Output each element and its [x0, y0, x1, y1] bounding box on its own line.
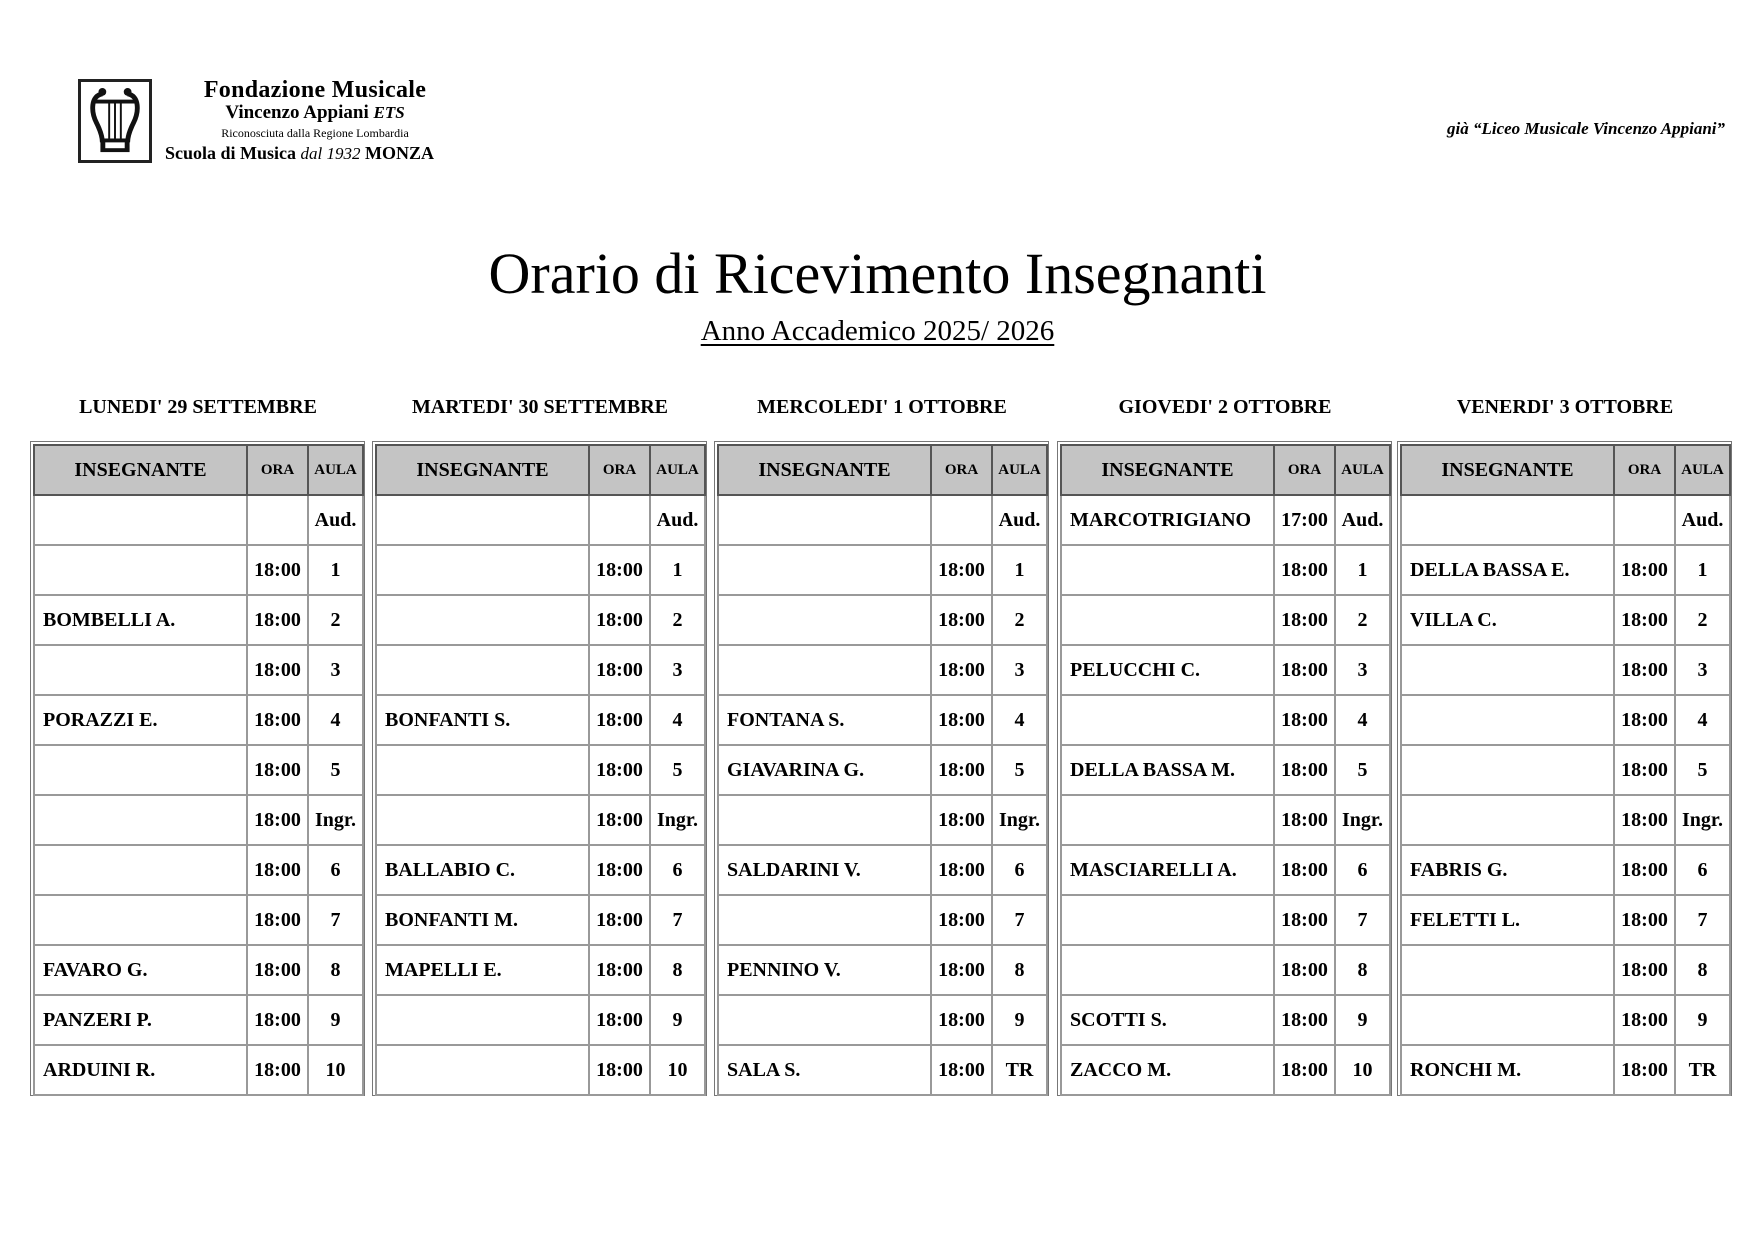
time-cell — [589, 495, 650, 545]
time-cell: 18:00 — [1274, 695, 1335, 745]
time-cell: 18:00 — [931, 1045, 992, 1095]
teacher-cell — [376, 745, 589, 795]
schedule-table — [33, 444, 364, 1096]
time-cell: 18:00 — [589, 645, 650, 695]
table-row — [34, 945, 363, 995]
teacher-cell — [34, 745, 247, 795]
room-cell: Ingr. — [308, 795, 363, 845]
school-city: MONZA — [365, 143, 435, 163]
table-row — [34, 995, 363, 1045]
teacher-cell: RONCHI M. — [1401, 1045, 1614, 1095]
time-cell: 18:00 — [247, 795, 308, 845]
room-cell: 4 — [1675, 695, 1730, 745]
table-row — [718, 795, 1047, 845]
table-row — [718, 645, 1047, 695]
teacher-cell — [1401, 745, 1614, 795]
school-since: dal 1932 — [300, 144, 361, 163]
time-column-header: ORA — [1614, 445, 1675, 495]
teacher-cell: PELUCCHI C. — [1061, 645, 1274, 695]
time-cell: 18:00 — [1614, 845, 1675, 895]
teacher-cell: VILLA C. — [1401, 595, 1614, 645]
day-schedule-table — [714, 441, 1049, 1096]
table-row — [1401, 595, 1730, 645]
table-row — [718, 845, 1047, 895]
time-cell: 18:00 — [589, 845, 650, 895]
table-row — [718, 495, 1047, 545]
time-cell: 18:00 — [247, 645, 308, 695]
room-cell: 5 — [1335, 745, 1390, 795]
teacher-cell — [1061, 695, 1274, 745]
teacher-cell: PORAZZI E. — [34, 695, 247, 745]
table-row — [34, 645, 363, 695]
teacher-cell — [34, 545, 247, 595]
time-cell: 18:00 — [1614, 645, 1675, 695]
academic-year: Anno Accademico 2025/ 2026 — [700, 315, 1055, 347]
time-cell: 18:00 — [931, 595, 992, 645]
time-cell: 18:00 — [589, 995, 650, 1045]
room-cell: 1 — [308, 545, 363, 595]
teacher-cell: FABRIS G. — [1401, 845, 1614, 895]
time-cell: 18:00 — [1614, 795, 1675, 845]
teacher-cell: PANZERI P. — [34, 995, 247, 1045]
teacher-cell: BONFANTI M. — [376, 895, 589, 945]
time-column-header: ORA — [1274, 445, 1335, 495]
table-row — [1061, 745, 1390, 795]
teacher-cell — [718, 995, 931, 1045]
table-row — [1401, 795, 1730, 845]
teacher-cell — [718, 795, 931, 845]
room-cell: 6 — [308, 845, 363, 895]
teacher-cell — [1401, 945, 1614, 995]
teacher-cell: GIAVARINA G. — [718, 745, 931, 795]
teacher-cell — [376, 645, 589, 695]
table-row — [1401, 895, 1730, 945]
time-cell: 18:00 — [931, 545, 992, 595]
teacher-cell: SALDARINI V. — [718, 845, 931, 895]
teacher-cell — [718, 495, 931, 545]
teacher-cell: FONTANA S. — [718, 695, 931, 745]
day-schedule-table — [1057, 441, 1392, 1096]
room-cell: 4 — [308, 695, 363, 745]
room-cell: 10 — [650, 1045, 705, 1095]
teacher-cell: PENNINO V. — [718, 945, 931, 995]
table-row — [376, 695, 705, 745]
time-cell: 18:00 — [1274, 545, 1335, 595]
time-cell: 18:00 — [931, 795, 992, 845]
day-title: GIOVEDI' 2 OTTOBRE — [1118, 396, 1332, 418]
room-cell: 7 — [992, 895, 1047, 945]
table-row — [376, 795, 705, 845]
schedule-table — [1060, 444, 1391, 1096]
organization-recognition: Riconosciuta dalla Regione Lombardia — [221, 126, 409, 140]
table-row — [376, 945, 705, 995]
room-cell: 4 — [992, 695, 1047, 745]
room-cell: 6 — [1335, 845, 1390, 895]
time-cell: 18:00 — [589, 895, 650, 945]
room-column-header: AULA — [1675, 445, 1730, 495]
day-title: LUNEDI' 29 SETTEMBRE — [79, 396, 317, 418]
teacher-cell — [1061, 545, 1274, 595]
time-cell: 18:00 — [247, 1045, 308, 1095]
room-cell: Ingr. — [992, 795, 1047, 845]
page-subtitle — [0, 317, 1755, 346]
table-row — [1061, 995, 1390, 1045]
teacher-cell — [1061, 795, 1274, 845]
time-cell: 18:00 — [247, 845, 308, 895]
time-column-header: ORA — [589, 445, 650, 495]
room-cell: 3 — [1335, 645, 1390, 695]
time-cell: 18:00 — [931, 995, 992, 1045]
time-cell: 18:00 — [1614, 1045, 1675, 1095]
table-row — [718, 945, 1047, 995]
time-cell: 18:00 — [1614, 545, 1675, 595]
time-cell: 18:00 — [931, 695, 992, 745]
table-header-row — [718, 445, 1047, 495]
room-cell: Aud. — [1675, 495, 1730, 545]
time-column-header: ORA — [931, 445, 992, 495]
table-header-row — [1401, 445, 1730, 495]
room-cell: 6 — [992, 845, 1047, 895]
teacher-cell: DELLA BASSA E. — [1401, 545, 1614, 595]
table-row — [1061, 795, 1390, 845]
day-title: MARTEDI' 30 SETTEMBRE — [411, 396, 668, 418]
day-schedule-table — [372, 441, 707, 1096]
room-cell: 1 — [1335, 545, 1390, 595]
time-cell: 18:00 — [1274, 895, 1335, 945]
teacher-cell: ZACCO M. — [1061, 1045, 1274, 1095]
room-cell: 9 — [308, 995, 363, 1045]
room-cell: Aud. — [992, 495, 1047, 545]
room-column-header: AULA — [992, 445, 1047, 495]
room-cell: Aud. — [1335, 495, 1390, 545]
teacher-cell — [1061, 945, 1274, 995]
time-cell: 18:00 — [247, 745, 308, 795]
room-cell: 8 — [992, 945, 1047, 995]
time-cell: 18:00 — [931, 845, 992, 895]
time-cell: 18:00 — [1614, 945, 1675, 995]
room-column-header: AULA — [1335, 445, 1390, 495]
time-cell: 18:00 — [1274, 745, 1335, 795]
teacher-cell: DELLA BASSA M. — [1061, 745, 1274, 795]
teacher-cell — [1401, 495, 1614, 545]
time-cell: 18:00 — [589, 795, 650, 845]
table-row — [376, 995, 705, 1045]
table-row — [1061, 1045, 1390, 1095]
time-column-header: ORA — [247, 445, 308, 495]
room-cell: Ingr. — [1335, 795, 1390, 845]
organization-logo-text — [165, 78, 465, 162]
teacher-column-header: INSEGNANTE — [376, 445, 589, 495]
room-column-header: AULA — [308, 445, 363, 495]
teacher-column-header: INSEGNANTE — [1061, 445, 1274, 495]
table-row — [34, 845, 363, 895]
day-title: MERCOLEDI' 1 OTTOBRE — [757, 396, 1007, 418]
table-row — [34, 595, 363, 645]
table-row — [718, 695, 1047, 745]
table-header-row — [376, 445, 705, 495]
teacher-cell — [376, 595, 589, 645]
schedule-table — [1400, 444, 1731, 1096]
table-row — [1061, 945, 1390, 995]
table-row — [1401, 845, 1730, 895]
room-cell: 2 — [650, 595, 705, 645]
table-row — [1061, 595, 1390, 645]
room-cell: 2 — [308, 595, 363, 645]
time-cell — [1614, 495, 1675, 545]
time-cell: 18:00 — [1274, 1045, 1335, 1095]
teacher-cell: MASCIARELLI A. — [1061, 845, 1274, 895]
time-cell: 18:00 — [589, 595, 650, 645]
table-row — [1061, 845, 1390, 895]
teacher-cell: SCOTTI S. — [1061, 995, 1274, 1045]
table-row — [718, 545, 1047, 595]
teacher-cell — [1061, 595, 1274, 645]
teacher-cell — [34, 645, 247, 695]
day-title: VENERDI' 3 OTTOBRE — [1456, 396, 1674, 418]
room-cell: 9 — [992, 995, 1047, 1045]
time-cell: 18:00 — [1614, 695, 1675, 745]
table-row — [34, 495, 363, 545]
time-cell: 18:00 — [931, 645, 992, 695]
time-cell: 18:00 — [589, 945, 650, 995]
room-cell: 5 — [992, 745, 1047, 795]
time-cell: 18:00 — [247, 545, 308, 595]
time-cell: 18:00 — [1274, 845, 1335, 895]
room-cell: 1 — [1675, 545, 1730, 595]
time-cell: 18:00 — [247, 695, 308, 745]
room-cell: 8 — [1675, 945, 1730, 995]
table-row — [1401, 945, 1730, 995]
teacher-cell: BOMBELLI A. — [34, 595, 247, 645]
room-cell: 2 — [992, 595, 1047, 645]
teacher-cell — [376, 795, 589, 845]
room-cell: 7 — [1335, 895, 1390, 945]
time-cell: 18:00 — [931, 945, 992, 995]
room-cell: 7 — [308, 895, 363, 945]
table-header-row — [34, 445, 363, 495]
room-cell: 5 — [308, 745, 363, 795]
table-row — [718, 895, 1047, 945]
room-cell: 2 — [1675, 595, 1730, 645]
room-cell: 5 — [650, 745, 705, 795]
teacher-cell — [718, 645, 931, 695]
table-row — [34, 695, 363, 745]
room-cell: 7 — [1675, 895, 1730, 945]
teacher-column-header: INSEGNANTE — [718, 445, 931, 495]
table-row — [376, 895, 705, 945]
organization-subname — [165, 103, 465, 122]
time-cell: 18:00 — [589, 695, 650, 745]
time-cell: 18:00 — [1274, 945, 1335, 995]
table-row — [718, 995, 1047, 1045]
time-cell: 18:00 — [247, 595, 308, 645]
time-cell: 18:00 — [1614, 595, 1675, 645]
teacher-cell: ARDUINI R. — [34, 1045, 247, 1095]
room-cell: 6 — [1675, 845, 1730, 895]
room-cell: 8 — [650, 945, 705, 995]
table-row — [376, 545, 705, 595]
time-cell: 18:00 — [247, 895, 308, 945]
table-row — [34, 895, 363, 945]
table-row — [1061, 895, 1390, 945]
time-cell: 18:00 — [247, 945, 308, 995]
table-row — [1401, 745, 1730, 795]
table-row — [718, 1045, 1047, 1095]
room-cell: TR — [992, 1045, 1047, 1095]
organization-name-line1: Fondazione Musicale — [203, 77, 427, 103]
room-cell: 10 — [1335, 1045, 1390, 1095]
time-cell: 18:00 — [1614, 895, 1675, 945]
day-schedule-table — [30, 441, 365, 1096]
table-row — [1061, 495, 1390, 545]
school-line — [165, 144, 465, 162]
room-cell: 4 — [650, 695, 705, 745]
table-row — [376, 495, 705, 545]
lyre-icon — [81, 82, 149, 160]
time-cell: 18:00 — [931, 895, 992, 945]
room-cell: Ingr. — [1675, 795, 1730, 845]
teacher-cell — [34, 845, 247, 895]
teacher-cell: MARCOTRIGIANO — [1061, 495, 1274, 545]
room-cell: 10 — [308, 1045, 363, 1095]
room-cell: 4 — [1335, 695, 1390, 745]
room-cell: 5 — [1675, 745, 1730, 795]
room-cell: 3 — [992, 645, 1047, 695]
table-row — [1401, 495, 1730, 545]
schedule-table — [717, 444, 1048, 1096]
room-cell: 9 — [1335, 995, 1390, 1045]
teacher-cell — [1401, 695, 1614, 745]
teacher-cell: SALA S. — [718, 1045, 931, 1095]
room-cell: 8 — [308, 945, 363, 995]
time-cell — [247, 495, 308, 545]
time-cell: 18:00 — [589, 745, 650, 795]
room-cell: Aud. — [308, 495, 363, 545]
teacher-cell — [1061, 895, 1274, 945]
table-row — [34, 1045, 363, 1095]
teacher-cell: BONFANTI S. — [376, 695, 589, 745]
organization-suffix: ETS — [373, 103, 405, 122]
table-row — [1401, 995, 1730, 1045]
time-cell: 18:00 — [1274, 795, 1335, 845]
room-cell: 3 — [650, 645, 705, 695]
teacher-cell — [1401, 995, 1614, 1045]
table-row — [1401, 545, 1730, 595]
teacher-cell — [376, 545, 589, 595]
time-cell: 18:00 — [589, 545, 650, 595]
table-row — [376, 745, 705, 795]
table-header-row — [1061, 445, 1390, 495]
teacher-cell — [718, 545, 931, 595]
room-cell: 8 — [1335, 945, 1390, 995]
table-row — [718, 595, 1047, 645]
room-cell: 6 — [650, 845, 705, 895]
room-cell: 7 — [650, 895, 705, 945]
table-row — [1401, 1045, 1730, 1095]
teacher-cell — [718, 595, 931, 645]
table-row — [376, 645, 705, 695]
day-schedule-table — [1397, 441, 1732, 1096]
table-row — [34, 545, 363, 595]
time-cell: 18:00 — [1614, 995, 1675, 1045]
time-cell: 18:00 — [931, 745, 992, 795]
teacher-column-header: INSEGNANTE — [34, 445, 247, 495]
time-cell: 18:00 — [247, 995, 308, 1045]
teacher-cell: BALLABIO C. — [376, 845, 589, 895]
teacher-cell: MAPELLI E. — [376, 945, 589, 995]
room-cell: TR — [1675, 1045, 1730, 1095]
time-cell — [931, 495, 992, 545]
room-cell: 1 — [650, 545, 705, 595]
organization-name-line2: Vincenzo Appiani — [225, 102, 369, 123]
table-row — [1061, 645, 1390, 695]
teacher-cell: FELETTI L. — [1401, 895, 1614, 945]
schedule-table — [375, 444, 706, 1096]
room-cell: 9 — [1675, 995, 1730, 1045]
page-title: Orario di Ricevimento Insegnanti — [488, 241, 1267, 306]
table-row — [1401, 645, 1730, 695]
time-cell: 18:00 — [1274, 995, 1335, 1045]
time-cell: 18:00 — [589, 1045, 650, 1095]
time-cell: 18:00 — [1274, 645, 1335, 695]
table-row — [1401, 695, 1730, 745]
school-prefix: Scuola di Musica — [165, 143, 297, 163]
room-cell: 3 — [1675, 645, 1730, 695]
teacher-cell — [718, 895, 931, 945]
table-row — [376, 595, 705, 645]
room-cell: 3 — [308, 645, 363, 695]
teacher-cell — [376, 495, 589, 545]
table-row — [34, 745, 363, 795]
room-cell: 9 — [650, 995, 705, 1045]
table-row — [1061, 695, 1390, 745]
teacher-cell — [34, 795, 247, 845]
room-cell: 1 — [992, 545, 1047, 595]
table-row — [718, 745, 1047, 795]
table-row — [34, 795, 363, 845]
teacher-cell — [376, 1045, 589, 1095]
teacher-cell — [1401, 645, 1614, 695]
teacher-cell — [34, 495, 247, 545]
teacher-cell: FAVARO G. — [34, 945, 247, 995]
room-cell: Ingr. — [650, 795, 705, 845]
time-cell: 18:00 — [1274, 595, 1335, 645]
time-cell: 18:00 — [1614, 745, 1675, 795]
teacher-cell — [1401, 795, 1614, 845]
time-cell: 17:00 — [1274, 495, 1335, 545]
organization-name — [165, 78, 465, 102]
table-row — [1061, 545, 1390, 595]
room-cell: Aud. — [650, 495, 705, 545]
room-cell: 2 — [1335, 595, 1390, 645]
teacher-cell — [34, 895, 247, 945]
teacher-cell — [376, 995, 589, 1045]
table-row — [376, 845, 705, 895]
table-row — [376, 1045, 705, 1095]
room-column-header: AULA — [650, 445, 705, 495]
teacher-column-header: INSEGNANTE — [1401, 445, 1614, 495]
former-name: già “Liceo Musicale Vincenzo Appiani” — [1447, 119, 1725, 138]
lyre-logo — [78, 79, 152, 163]
